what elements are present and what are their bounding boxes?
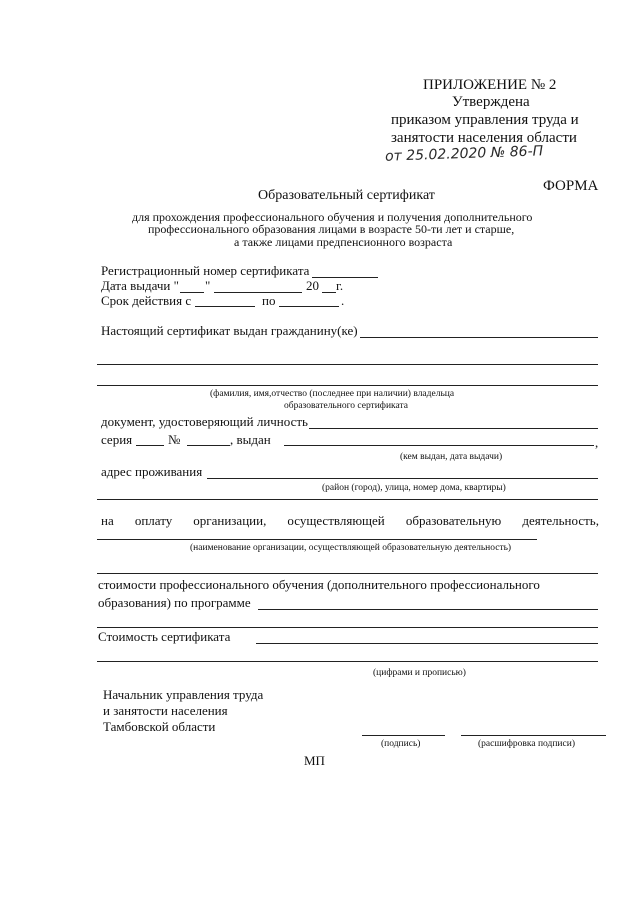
form-label: ФОРМА — [543, 178, 599, 194]
stamp-label: МП — [304, 753, 325, 768]
issued-by-comma: , — [595, 435, 599, 450]
payment-word: оплату — [134, 513, 173, 528]
payment-word: деятельность, — [522, 513, 599, 528]
issue-date-quote: " — [205, 278, 211, 293]
series-label: серия — [101, 432, 133, 447]
cost-caption: (цифрами и прописью) — [373, 668, 466, 678]
organization-caption: (наименование организации, осуществляющей образовательную деятельность) — [190, 543, 512, 553]
validity-to-label: по — [262, 293, 276, 308]
issue-year-blank — [322, 292, 336, 293]
validity-label: Срок действия с — [101, 293, 192, 308]
signatory-line-3: Тамбовской области — [103, 719, 216, 734]
signature-decode-blank — [461, 735, 606, 736]
document-title: Образовательный сертификат — [258, 188, 435, 203]
payment-word: осуществляющей — [287, 513, 385, 528]
address-blank-2 — [97, 499, 598, 500]
program-blank-2 — [97, 627, 598, 628]
payment-word: организации, — [193, 513, 267, 528]
cost-text-1: стоимости профессионального обучения (дополнительного профессионального — [98, 577, 540, 592]
validity-from-blank — [195, 306, 255, 307]
fio-blank-1 — [97, 364, 598, 365]
address-label: адрес проживания — [101, 464, 203, 479]
order-line-2: занятости населения области — [391, 130, 577, 146]
cert-cost-blank — [256, 643, 598, 644]
subtitle-line-2: профессионального образования лицами в возрасте 50-ти лет и старше, — [148, 222, 515, 236]
id-document-blank — [309, 428, 598, 429]
payment-word: образовательную — [405, 513, 502, 528]
cert-cost-label: Стоимость сертификата — [98, 629, 231, 644]
subtitle-line-3: а также лицами предпенсионного возраста — [234, 235, 453, 249]
signatory-line-1: Начальник управления труда — [103, 687, 264, 702]
handwritten-order-ref: от 25.02.2020 № 86-П — [384, 143, 544, 165]
program-blank — [258, 609, 598, 610]
fio-blank-2 — [97, 385, 598, 386]
cost-text-2: образования) по программе — [98, 595, 251, 610]
signature-blank — [362, 735, 445, 736]
issued-by-blank — [284, 445, 594, 446]
payment-word: на — [101, 513, 114, 528]
fio-caption-1: (фамилия, имя,отчество (последнее при наличии) владельца — [210, 389, 455, 399]
reg-number-label: Регистрационный номер сертификата — [101, 263, 310, 278]
signatory-line-2: и занятости населения — [103, 703, 228, 718]
fio-caption-2: образовательного сертификата — [284, 401, 408, 411]
approved-label: Утверждена — [452, 94, 530, 110]
address-blank — [207, 478, 598, 479]
issued-by-caption: (кем выдан, дата выдачи) — [400, 452, 503, 462]
issued-by-label: , выдан — [230, 432, 271, 447]
number-label: № — [168, 432, 181, 447]
issue-date-prefix: Дата выдачи " — [101, 278, 179, 293]
number-blank — [187, 445, 230, 446]
issue-month-blank — [214, 292, 302, 293]
cert-cost-blank-2 — [97, 661, 598, 662]
payment-line — [101, 514, 599, 527]
subtitle-line-1: для прохождения профессионального обучения и получения дополнительного — [132, 210, 533, 224]
issue-date-year: 20 — [306, 278, 319, 293]
id-document-label: документ, удостоверяющий личность — [101, 414, 308, 429]
signature-decode-caption: (расшифровка подписи) — [478, 739, 575, 749]
appendix-label: ПРИЛОЖЕНИЕ № 2 — [423, 77, 557, 93]
validity-to-blank — [279, 306, 339, 307]
order-line-1: приказом управления труда и — [391, 112, 579, 128]
issued-to-label: Настоящий сертификат выдан гражданину(ке) — [101, 323, 358, 338]
issue-date-suffix: г. — [336, 278, 344, 293]
address-caption: (район (город), улица, номер дома, квартиры) — [322, 483, 506, 493]
signature-caption: (подпись) — [381, 739, 421, 749]
reg-number-blank — [312, 277, 378, 278]
validity-end: . — [341, 293, 345, 308]
organization-blank-2 — [97, 573, 598, 574]
series-blank — [136, 445, 164, 446]
organization-blank — [97, 539, 537, 540]
issued-to-blank — [360, 337, 598, 338]
